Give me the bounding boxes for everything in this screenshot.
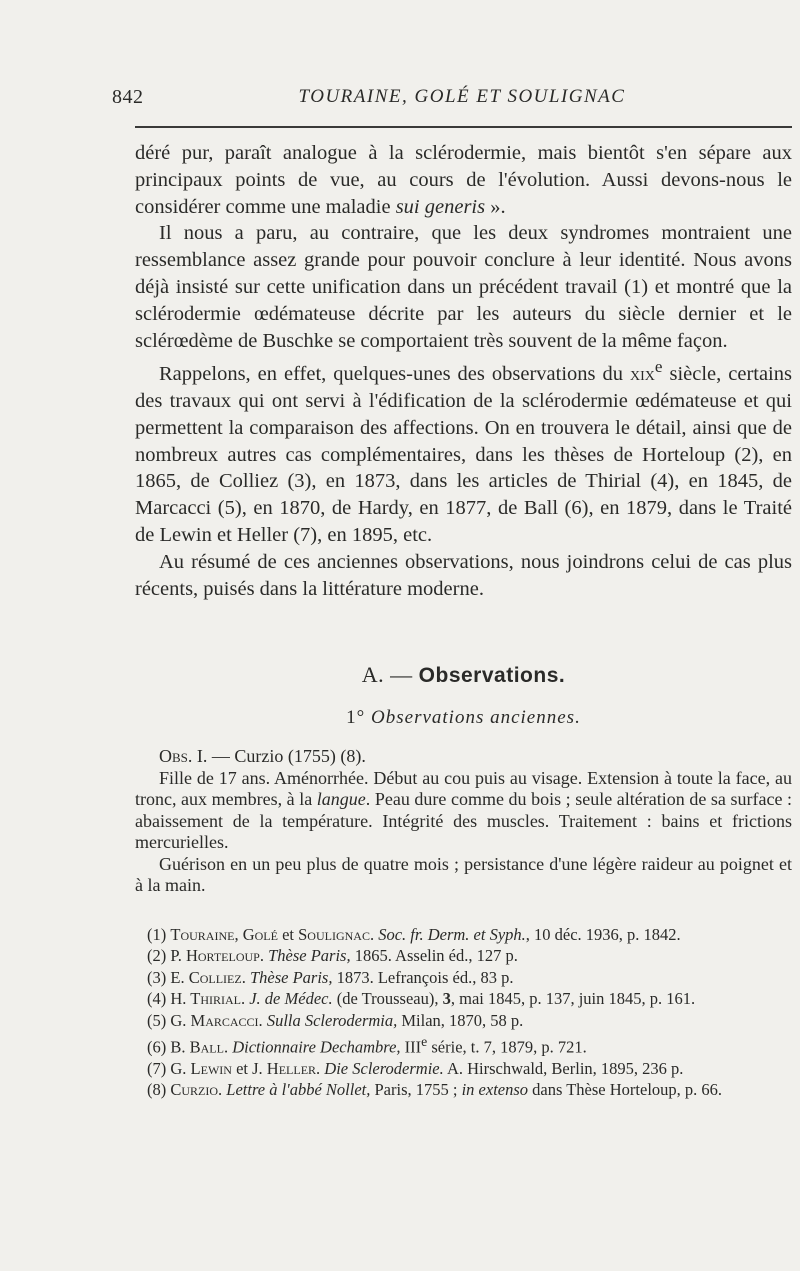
header-rule	[135, 126, 792, 128]
italic-term: sui generis	[395, 195, 486, 218]
paragraph-2: Il nous a paru, au contraire, que les deux syndromes montraient une ressemblance assez grande pour pouvoir conclure à leur identité. Nous avons déjà insisté sur cette unification dans un précédent travail (1) et montré que la sclérodermie œdémateuse décrite par les auteurs du siècle dernier et le sclérœdème de Buschke se comportaient très souvent de la même façon.	[135, 222, 792, 352]
observation-title: Obs. I. — Curzio (1755) (8).	[159, 746, 366, 766]
paragraph-3: Rappelons, en effet, quelques-unes des observations du xix$^e$ siècle, certains des travaux qui ont servi à l'édification de la sclérodermie œdémateuse et qui permettent la comparaison des affections. On en trouvera le détail, ainsi que de nombreux autres cas complémentaires, dans les thèses de Horteloup (2), en 1865, de Colliez (3), en 1873, dans les articles de Thirial (4), en 1845, de Marcacci (5), en 1870, de Hardy, en 1877, de Ball (6), en 1879, dans le Traité de Lewin et Heller (7), en 1895, etc.	[135, 357, 792, 546]
page-number: 842	[112, 86, 144, 108]
footnote-8: (8) Curzio. Lettre à l'abbé Nollet, Paris, 1755 ; in extenso dans Thèse Horteloup, p. 66.	[147, 1080, 723, 1100]
footnote-6: (6) B. Ball. Dictionnaire Dechambre, IIIe série, t. 7, 1879, p. 721.	[147, 1034, 587, 1057]
observation-paragraph-1: Fille de 17 ans. Aménorrhée. Début au cou puis au visage. Extension à toute la face, au tronc, aux membres, à la langue. Peau dure comme du bois ; seule altération de sa surface : abaissement de la température. Intégrité des muscles. Traitement : bains et frictions mercurielles.	[135, 767, 793, 852]
footnote-7: (7) G. Lewin et J. Heller. Die Sclerodermie. A. Hirschwald, Berlin, 1895, 236 p.	[147, 1058, 684, 1078]
body-text	[135, 140, 792, 602]
footnote-3: (3) E. Colliez. Thèse Paris, 1873. Lefrançois éd., 83 p.	[147, 967, 514, 987]
paragraph-1: déré pur, paraît analogue à la sclérodermie, mais bientôt s'en sépare aux principaux points de vue, au cours de l'évolution. Aussi devons-nous le considérer comme une maladie sui generis ».	[135, 142, 792, 218]
section-heading: A. — Observations.	[361, 662, 566, 687]
footnote-5: (5) G. Marcacci. Sulla Sclerodermia, Milan, 1870, 58 p.	[147, 1010, 524, 1030]
footnote-1: (1) Touraine, Golé et Soulignac. Soc. fr. Derm. et Syph., 10 déc. 1936, p. 1842.	[147, 925, 681, 944]
paragraph-4: Au résumé de ces anciennes observations, nous joindrons celui de cas plus récents, puisés dans la littérature moderne.	[135, 550, 792, 600]
observation-block	[135, 746, 792, 897]
page-header	[112, 86, 792, 116]
observation-paragraph-2: Guérison en un peu plus de quatre mois ; persistance d'une légère raideur au poignet et à la main.	[135, 853, 792, 895]
running-head: TOURAINE, GOLÉ ET SOULIGNAC	[298, 86, 626, 107]
subsection-heading: 1° Observations anciennes.	[346, 707, 581, 728]
footnote-4: (4) H. Thirial. J. de Médec. (de Trousseau), 3, mai 1845, p. 137, juin 1845, p. 161.	[147, 989, 696, 1009]
footnotes	[135, 924, 792, 1101]
footnote-2: (2) P. Horteloup. Thèse Paris, 1865. Asselin éd., 127 p.	[147, 946, 518, 966]
